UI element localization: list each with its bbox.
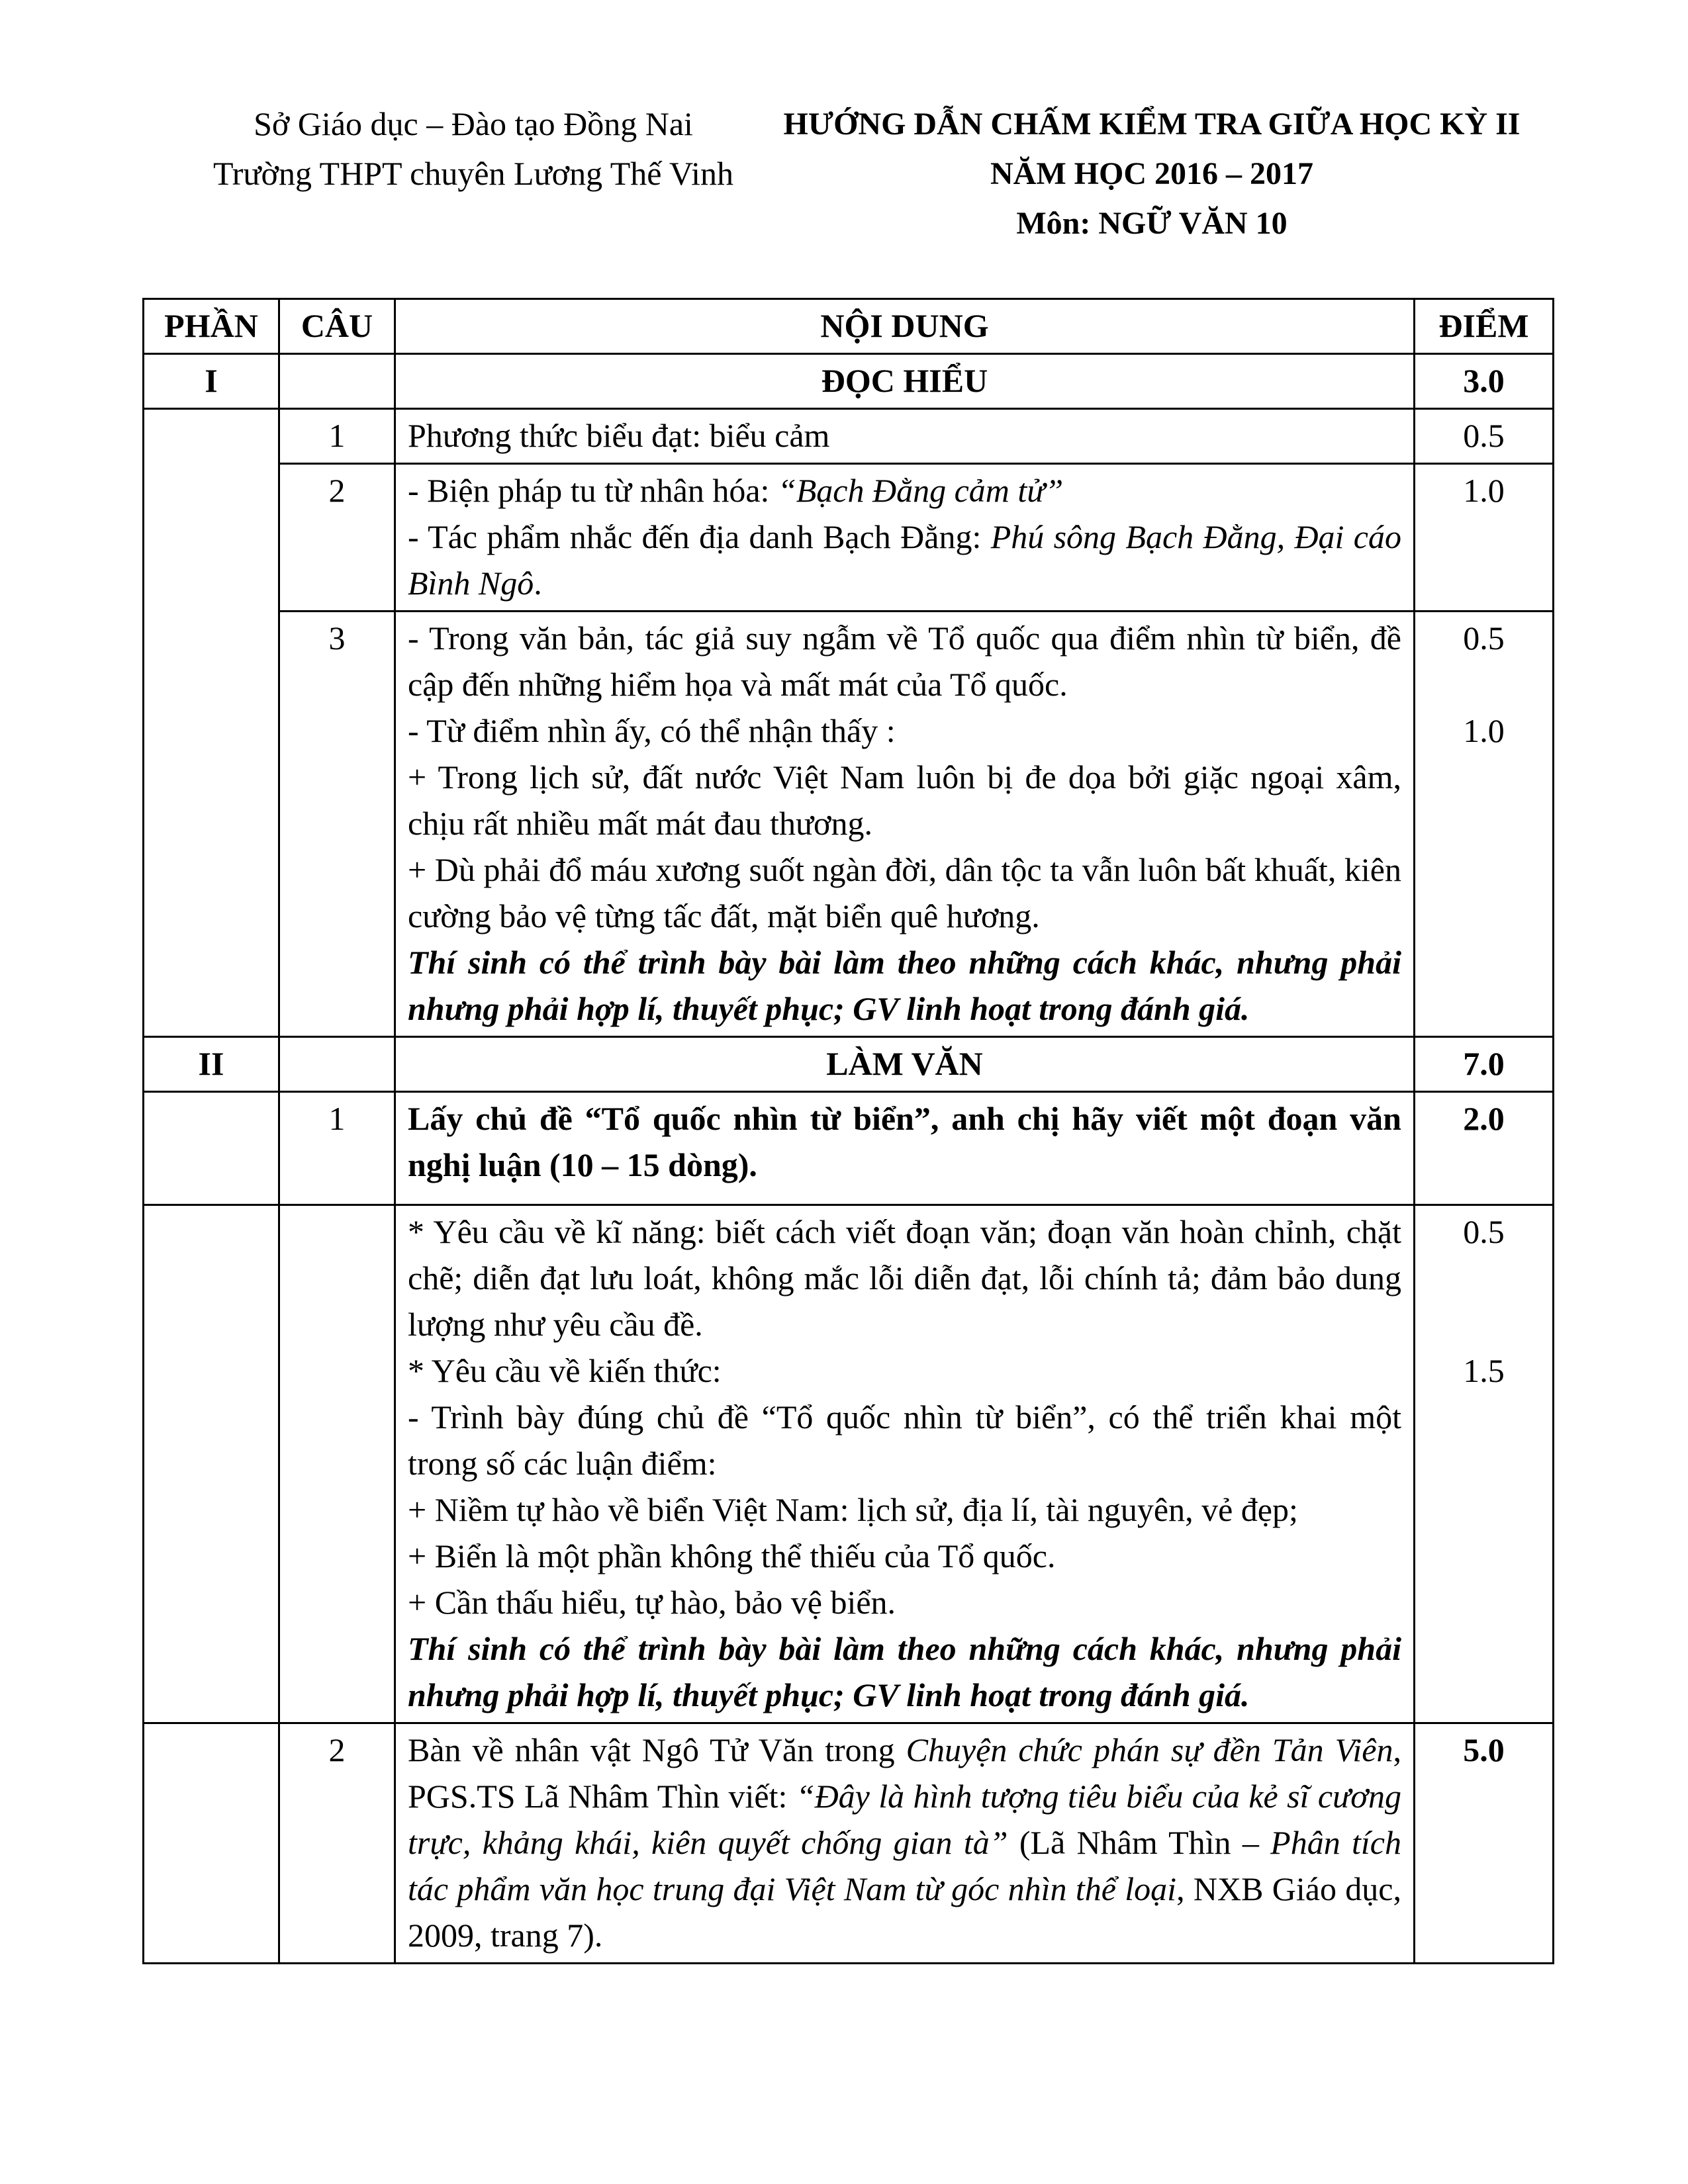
header-cau: CÂU [279, 299, 395, 354]
text-run: . [534, 565, 542, 602]
table-row [144, 409, 1554, 464]
score-spacer [1427, 1255, 1540, 1347]
question-content [395, 464, 1415, 612]
question-number: 2 [279, 1723, 395, 1964]
document-title: HƯỚNG DẪN CHẤM KIỂM TRA GIỮA HỌC KỲ II [783, 107, 1521, 142]
text-run: - Tác phẩm nhắc đến địa danh Bạch Đằng: [408, 518, 991, 555]
header-diem: ĐIỂM [1415, 299, 1554, 354]
header-left [192, 99, 755, 199]
score-value: 0.5 [1463, 619, 1505, 657]
text-run: (Lã Nhâm Thìn – [1008, 1824, 1271, 1861]
department-name: Sở Giáo dục – Đào tạo Đồng Nai [254, 105, 693, 142]
book-title-italic: Phân tích tác phẩm văn học trung đại Việt Nam từ góc nhìn thể loại [408, 1824, 1401, 1907]
content-line: - Từ điểm nhìn ấy, có thể nhận thấy : [408, 712, 896, 749]
question-score: 1.0 [1415, 464, 1554, 612]
table-header-row [144, 299, 1554, 354]
question-score: 5.0 [1415, 1723, 1554, 1964]
content-line: + Dù phải đổ máu xương suốt ngàn đời, dân tộc ta vẫn luôn bất khuất, kiên cường bảo vệ từng tấc đất, mặt biển quê hương. [408, 851, 1401, 934]
empty-cell [144, 1723, 279, 1964]
table-row [144, 1092, 1554, 1205]
part-label: II [144, 1037, 279, 1092]
work-title-italic: Chuyện chức phán sự đền Tản Viên [906, 1731, 1393, 1768]
score-spacer [1427, 661, 1540, 707]
content-line [408, 467, 1401, 514]
empty-cell [144, 409, 279, 1037]
question-content [395, 1205, 1415, 1723]
header-phan: PHẦN [144, 299, 279, 354]
empty-cell [144, 1092, 279, 1205]
table-row [144, 1205, 1554, 1723]
empty-cell [279, 1205, 395, 1723]
content-line: * Yêu cầu về kiến thức: [408, 1352, 722, 1389]
question-content: Phương thức biểu đạt: biểu cảm [395, 409, 1415, 464]
empty-cell [144, 1205, 279, 1723]
school-year: NĂM HỌC 2016 – 2017 [990, 156, 1313, 191]
content-line: - Trong văn bản, tác giả suy ngẫm về Tổ quốc qua điểm nhìn từ biển, đề cập đến những hiểm họa và mất mát của Tổ quốc. [408, 619, 1401, 703]
content-line: + Trong lịch sử, đất nước Việt Nam luôn bị đe dọa bởi giặc ngoại xâm, chịu rất nhiều mất mát đau thương. [408, 758, 1401, 842]
question-number: 1 [279, 1092, 395, 1205]
content-line: + Biển là một phần không thể thiếu của Tổ quốc. [408, 1537, 1056, 1574]
part-row [144, 354, 1554, 409]
content-line: + Cần thấu hiểu, tự hào, bảo vệ biển. [408, 1584, 896, 1621]
grading-note: Thí sinh có thể trình bày bài làm theo những cách khác, nhưng phải nhưng phải hợp lí, thuyết phục; GV linh hoạt trong đánh giá. [408, 944, 1401, 1027]
subject: Môn: NGỮ VĂN 10 [1016, 206, 1288, 241]
text-run: - Biện pháp tu từ nhân hóa: [408, 472, 778, 509]
quote-italic: “Đây là hình tượng tiêu biểu của kẻ sĩ cương trực, khảng khái, kiên quyết chống gian tà” [408, 1778, 1401, 1861]
part-label: I [144, 354, 279, 409]
school-name: Trường THPT chuyên Lương Thế Vinh [212, 155, 734, 192]
quote-italic: “Bạch Đằng cảm tử” [777, 472, 1064, 509]
content-line: * Yêu cầu về kĩ năng: biết cách viết đoạn văn; đoạn văn hoàn chỉnh, chặt chẽ; diễn đạt lưu loát, không mắc lỗi diễn đạt, lỗi chính tả; đảm bảo dung lượng như yêu cầu đề. [408, 1213, 1401, 1343]
part-row [144, 1037, 1554, 1092]
text-run: , NXB Giáo dục, 2009, trang 7). [408, 1870, 1401, 1954]
work-titles-italic: Phú sông Bạch Đằng, Đại cáo Bình Ngô [408, 518, 1401, 602]
header-right [755, 99, 1549, 248]
empty-cell [279, 1037, 395, 1092]
question-score [1415, 612, 1554, 1037]
question-content [395, 1723, 1415, 1964]
part-title: ĐỌC HIỂU [395, 354, 1415, 409]
part-score: 7.0 [1415, 1037, 1554, 1092]
content-line: + Niềm tự hào về biển Việt Nam: lịch sử, địa lí, tài nguyên, vẻ đẹp; [408, 1491, 1298, 1528]
question-score: 0.5 [1415, 409, 1554, 464]
question-score: 2.0 [1415, 1092, 1554, 1205]
grading-note: Thí sinh có thể trình bày bài làm theo những cách khác, nhưng phải nhưng phải hợp lí, thuyết phục; GV linh hoạt trong đánh giá. [408, 1630, 1401, 1713]
part-score: 3.0 [1415, 354, 1554, 409]
question-content: Lấy chủ đề “Tổ quốc nhìn từ biển”, anh chị hãy viết một đoạn văn nghị luận (10 – 15 dòng). [395, 1092, 1415, 1205]
question-content [395, 612, 1415, 1037]
content-line [408, 514, 1401, 606]
text-run: , PGS.TS Lã Nhâm Thìn viết: [408, 1731, 1401, 1815]
text-run: Bàn về nhân vật Ngô Tử Văn trong [408, 1731, 906, 1768]
header-noi-dung: NỘI DUNG [395, 299, 1415, 354]
table-row [144, 612, 1554, 1037]
question-number: 1 [279, 409, 395, 464]
question-number: 3 [279, 612, 395, 1037]
score-value: 1.0 [1463, 712, 1505, 749]
question-number: 2 [279, 464, 395, 612]
part-title: LÀM VĂN [395, 1037, 1415, 1092]
score-value: 1.5 [1463, 1352, 1505, 1389]
score-value: 0.5 [1463, 1213, 1505, 1250]
table-row [144, 1723, 1554, 1964]
table-row [144, 464, 1554, 612]
empty-cell [279, 354, 395, 409]
content-line: - Trình bày đúng chủ đề “Tổ quốc nhìn từ biển”, có thể triển khai một trong số các luận điểm: [408, 1398, 1401, 1482]
question-score [1415, 1205, 1554, 1723]
grading-table [142, 298, 1554, 1964]
